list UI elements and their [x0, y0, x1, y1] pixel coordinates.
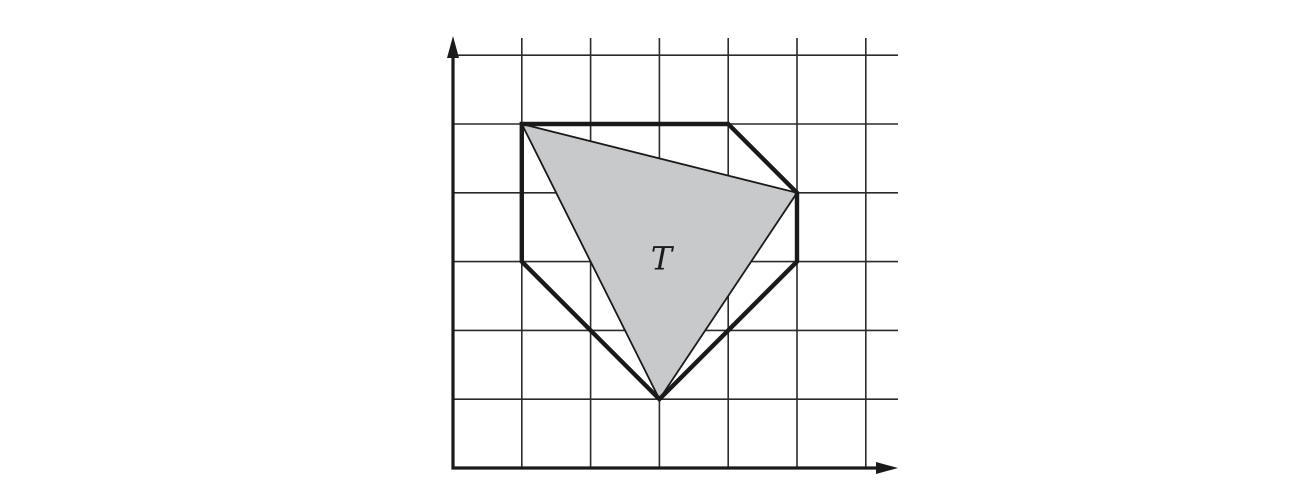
x-axis-arrow-icon	[876, 462, 898, 474]
triangle-label: T	[650, 239, 673, 278]
y-axis-arrow-icon	[447, 36, 459, 58]
